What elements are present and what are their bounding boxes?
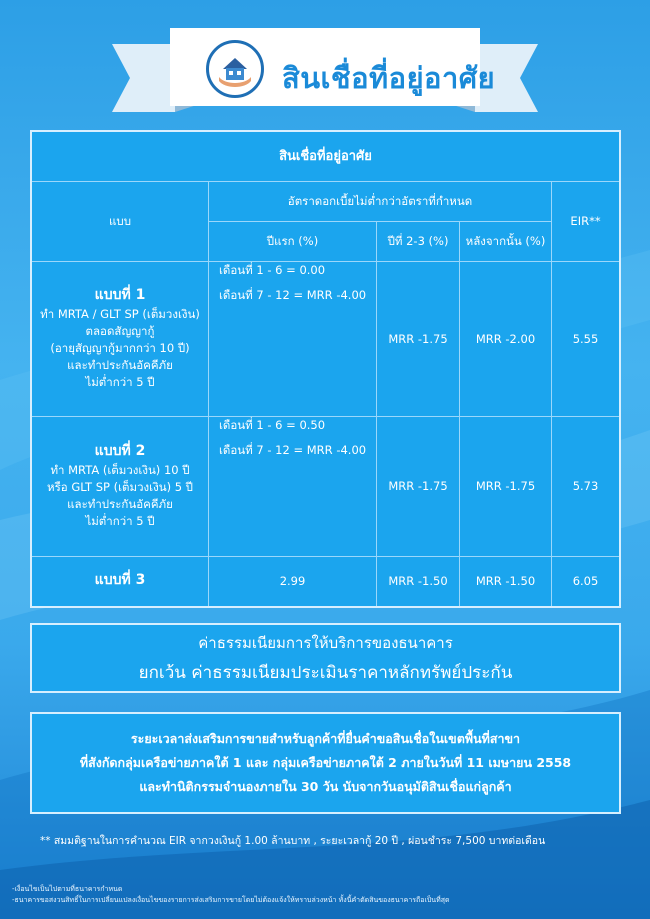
header-year1: ปีแรก (%) <box>209 222 377 262</box>
row3-after: MRR -1.50 <box>460 557 552 606</box>
row2-year1 <box>209 417 377 557</box>
row1-eir: 5.55 <box>552 262 619 417</box>
fee-line-2: ยกเว้น ค่าธรรมเนียมประเมินราคาหลักทรัพย์ประกัน <box>138 662 513 683</box>
plan-condition: และทำประกันอัคคีภัย <box>67 497 173 511</box>
disclaimer-line: -ธนาคารขอสงวนสิทธิ์ในการเปลี่ยนแปลงเงื่อนไขของรายการส่งเสริมการขายโดยไม่ต้องแจ้งให้ทราบล่วงหน้า ทั้งนี้คำตัดสินของธนาคารถือเป็นที่สุด <box>12 896 450 904</box>
rate-line: เดือนที่ 1 - 6 = 0.50 <box>219 418 326 432</box>
rate-line: เดือนที่ 7 - 12 = MRR -4.00 <box>219 443 367 457</box>
disclaimer-line: -เงื่อนไขเป็นไปตามที่ธนาคารกำหนด <box>12 885 123 893</box>
row3-eir: 6.05 <box>572 574 599 588</box>
plan-condition: ตลอดสัญญากู้ <box>85 324 155 338</box>
plan-condition: (อายุสัญญากู้มากกว่า 10 ปี) <box>50 341 190 355</box>
promo-box <box>30 712 621 814</box>
plan-condition: และทำประกันอัคคีภัย <box>67 358 173 372</box>
header-eir: EIR** <box>552 182 619 262</box>
plan-condition: ทำ MRTA (เต็มวงเงิน) 10 ปี <box>50 463 190 477</box>
rate-table <box>30 130 621 608</box>
row2-eir: 5.73 <box>552 417 619 557</box>
plan-condition: ไม่ต่ำกว่า 5 ปี <box>85 375 155 389</box>
banner-title: สินเชื่อที่อยู่อาศัย <box>282 61 496 95</box>
row2-after: MRR -1.75 <box>460 417 552 557</box>
plan-label: แบบที่ 1 <box>94 287 146 303</box>
plan-condition: ไม่ต่ำกว่า 5 ปี <box>85 514 155 528</box>
plan-condition: ทำ MRTA / GLT SP (เต็มวงเงิน) <box>40 307 200 321</box>
row1-year1 <box>209 262 377 417</box>
plan-label: แบบที่ 2 <box>94 443 146 459</box>
row1-after: MRR -2.00 <box>460 262 552 417</box>
header-year23: ปีที่ 2-3 (%) <box>377 222 460 262</box>
row3-year23: MRR -1.50 <box>377 557 460 606</box>
header-rate-group: อัตราดอกเบี้ยไม่ต่ำกว่าอัตราที่กำหนด <box>209 182 552 222</box>
fee-line-1: ค่าธรรมเนียมการให้บริการของธนาคาร <box>198 633 453 652</box>
house-in-hands-icon <box>206 40 264 98</box>
row1-year23: MRR -1.75 <box>377 262 460 417</box>
table-row-plan-2 <box>32 417 209 557</box>
disclaimer <box>12 884 450 906</box>
promo-line-1: ระยะเวลาส่งเสริมการขายสำหรับลูกค้าที่ยื่นคำขอสินเชื่อในเขตพื้นที่สาขา <box>130 731 521 746</box>
row3-year1: 2.99 <box>209 557 377 606</box>
table-title: สินเชื่อที่อยู่อาศัย <box>32 132 619 182</box>
plan-label: แบบที่ 3 <box>94 572 146 588</box>
rate-line: เดือนที่ 1 - 6 = 0.00 <box>219 263 326 277</box>
table-row-plan-1 <box>32 262 209 417</box>
promo-line-2: ที่สังกัดกลุ่มเครือข่ายภาคใต้ 1 และ กลุ่มเครือข่ายภาคใต้ 2 ภายในวันที่ 11 เมษายน 2558 <box>79 755 572 770</box>
table-row-plan-3 <box>32 557 209 606</box>
header-type: แบบ <box>32 182 209 262</box>
row2-year23: MRR -1.75 <box>377 417 460 557</box>
eir-footnote: ** สมมติฐานในการคำนวณ EIR จากวงเงินกู้ 1.00 ล้านบาท , ระยะเวลากู้ 20 ปี , ผ่อนชำระ 7,500 บาทต่อเดือน <box>40 835 546 847</box>
plan-condition: หรือ GLT SP (เต็มวงเงิน) 5 ปี <box>47 480 193 494</box>
promo-line-3: และทำนิติกรรมจำนองภายใน 30 วัน นับจากวันอนุมัติสินเชื่อแก่ลูกค้า <box>139 779 512 794</box>
fee-box <box>30 623 621 693</box>
rate-line: เดือนที่ 7 - 12 = MRR -4.00 <box>219 288 367 302</box>
header-after: หลังจากนั้น (%) <box>460 222 552 262</box>
